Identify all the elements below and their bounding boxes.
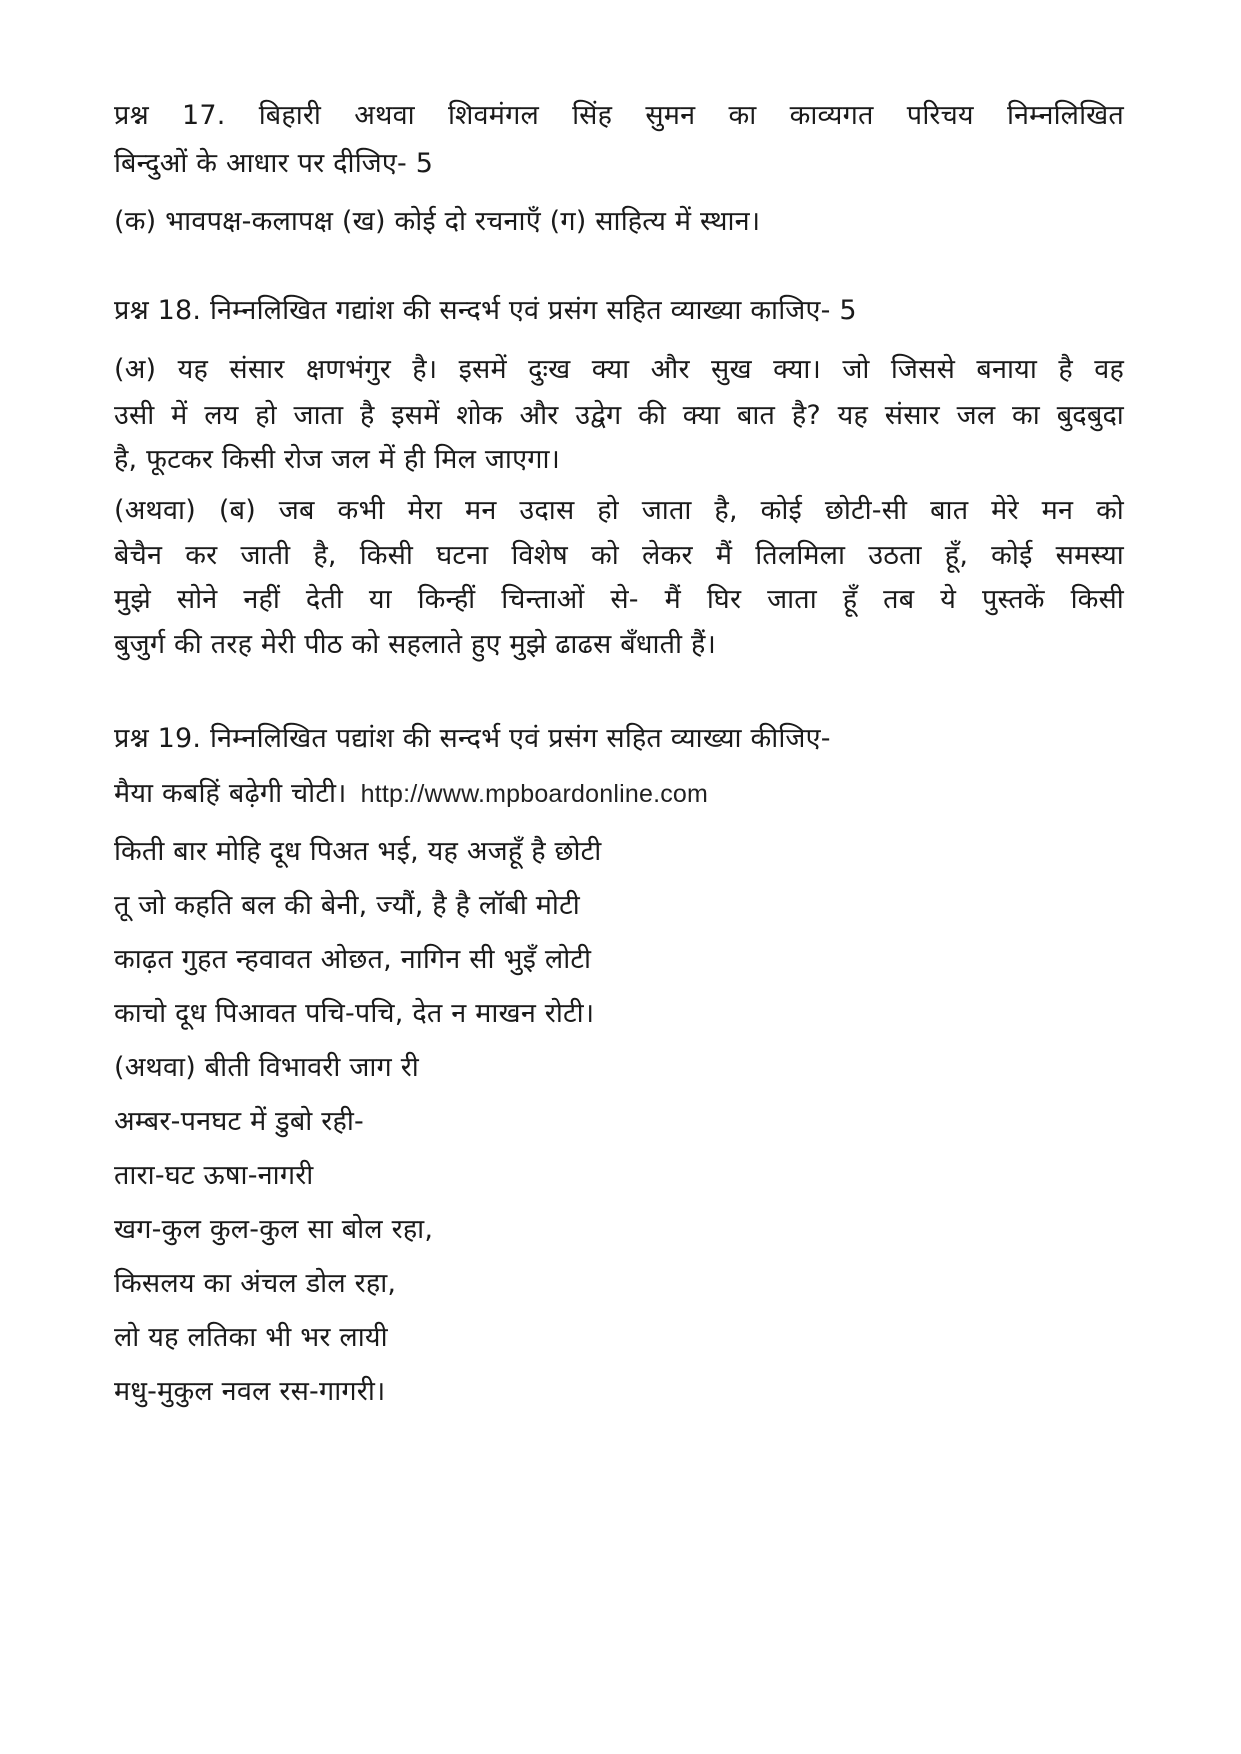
q19-poem-line-2: तू जो कहति बल की बेनी, ज्यौं, है है लॉबी मोटी	[114, 890, 580, 921]
q19-poem-line-8: खग-कुल कुल-कुल सा बोल रहा,	[114, 1214, 434, 1245]
q19-heading: प्रश्न 19. निम्नलिखित पद्यांश की सन्दर्भ एवं प्रसंग सहित व्याख्या कीजिए-	[114, 723, 831, 754]
q18-heading: प्रश्न 18. निम्नलिखित गद्यांश की सन्दर्भ एवं प्रसंग सहित व्याख्या काजिए- 5	[114, 295, 857, 326]
q18-b-line-1: (अथवा) (ब) जब कभी मेरा मन उदास हो जाता है, कोई छोटी-सी बात मेरे मन को	[114, 495, 1124, 526]
website-url: http://www.mpboardonline.com	[360, 780, 709, 808]
q18-b-line-2: बेचैन कर जाती है, किसी घटना विशेष को लेकर मैं तिलमिला उठता हूँ, कोई समस्या	[114, 540, 1124, 571]
q19-first-line-text: मैया कबहिं बढ़ेगी चोटी।	[114, 778, 347, 809]
q19-poem-line-5: (अथवा) बीती विभावरी जाग री	[114, 1052, 419, 1083]
q18-a-line-1: (अ) यह संसार क्षणभंगुर है। इसमें दुःख क्या और सुख क्या। जो जिससे बनाया है वह	[114, 354, 1124, 385]
q17-line-2: बिन्दुओं के आधार पर दीजिए- 5	[114, 148, 434, 179]
q18-a-line-2: उसी में लय हो जाता है इसमें शोक और उद्वेग की क्या बात है? यह संसार जल का बुदबुदा	[114, 400, 1124, 431]
q19-poem-line-11: मधु-मुकुल नवल रस-गागरी।	[114, 1376, 386, 1407]
q19-poem-line-7: तारा-घट ऊषा-नागरी	[114, 1160, 314, 1191]
q19-poem-line-10: लो यह लतिका भी भर लायी	[114, 1322, 388, 1353]
q17-line-1: प्रश्न 17. बिहारी अथवा शिवमंगल सिंह सुमन का काव्यगत परिचय निम्नलिखित	[114, 100, 1124, 131]
q19-first-line	[114, 774, 1124, 814]
q19-poem-line-6: अम्बर-पनघट में डुबो रही-	[114, 1106, 364, 1137]
q19-poem-line-9: किसलय का अंचल डोल रहा,	[114, 1268, 397, 1299]
q17-line-3: (क) भावपक्ष-कलापक्ष (ख) कोई दो रचनाएँ (ग) साहित्य में स्थान।	[114, 206, 761, 237]
q19-poem-line-1: किती बार मोहि दूध पिअत भई, यह अजहूँ है छोटी	[114, 836, 602, 867]
q19-poem-line-4: काचो दूध पिआवत पचि-पचि, देत न माखन रोटी।	[114, 998, 595, 1029]
q18-b-line-4: बुजुर्ग की तरह मेरी पीठ को सहलाते हुए मुझे ढाढस बँधाती हैं।	[114, 629, 717, 660]
q18-a-line-3: है, फूटकर किसी रोज जल में ही मिल जाएगा।	[114, 444, 561, 475]
q18-b-line-3: मुझे सोने नहीं देती या किन्हीं चिन्ताओं से- मैं घिर जाता हूँ तब ये पुस्तकें किसी	[114, 584, 1124, 615]
q19-poem-line-3: काढ़त गुहत न्हवावत ओछत, नागिन सी भुइँ लोटी	[114, 944, 592, 975]
